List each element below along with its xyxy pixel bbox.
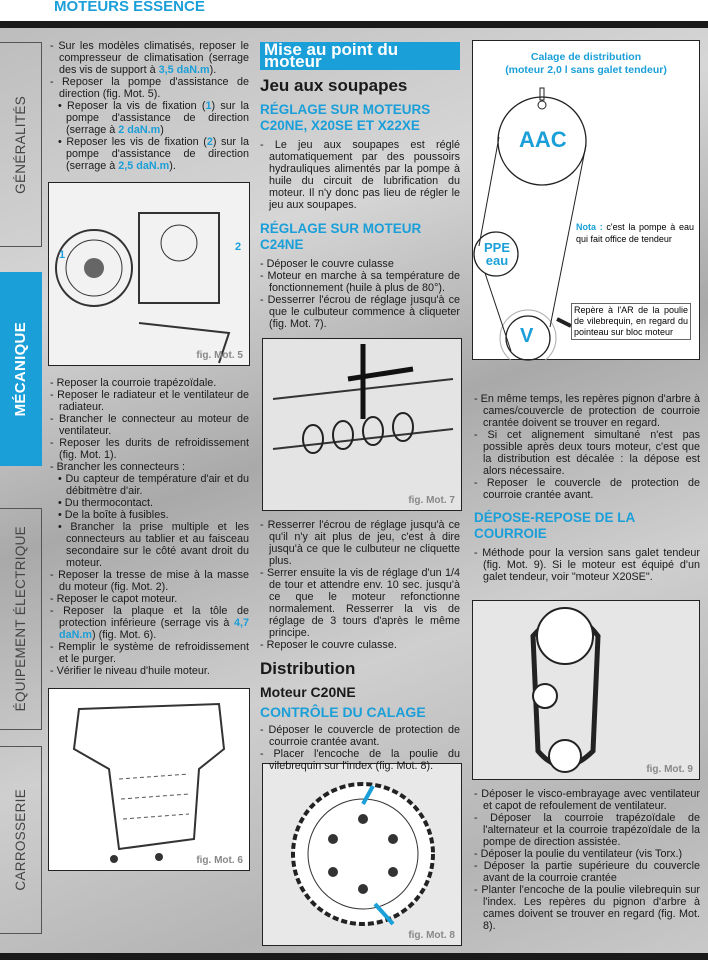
- heading-moteur: Moteur C20NE: [260, 684, 356, 700]
- subheading: RÉGLAGE SUR MOTEURS C20NE, X20SE ET X22XE: [260, 102, 431, 133]
- heading-distribution: Distribution: [260, 659, 356, 678]
- figure-caption: fig. Mot. 9: [646, 764, 693, 775]
- list-item: - Placer l'encoche de la poulie du vilebrequin sur l'index (fig. Mot. 8).: [260, 748, 460, 772]
- figure-caption: fig. Mot. 5: [196, 350, 243, 361]
- subheading: CONTRÔLE DU CALAGE: [260, 704, 426, 720]
- subheading: RÉGLAGE SUR MOTEUR C24NE: [260, 221, 422, 252]
- column-1: [50, 40, 249, 172]
- tab-label: GÉNÉRALITÉS: [13, 95, 28, 194]
- list-item: - Vérifier le niveau d'huile moteur.: [50, 665, 210, 677]
- list-item: - Si cet alignement simultané n'est pas possible après deux tours moteur, c'est que la distribution est décalée : la dépose est alors nécessaire.: [474, 429, 700, 477]
- list-item: - Déposer le couvre culasse: [260, 258, 394, 270]
- sub-item: • De la boîte à fusibles.: [58, 509, 169, 521]
- list-item: - Serrer ensuite la vis de réglage d'un 1/4 de tour et attendre env. 10 sec. jusqu'à ce que le moteur refonctionne normalement. Resserrer la vis de réglage de 3 tours d'après le même principe.: [260, 567, 460, 639]
- list-item: - Reposer le capot moteur.: [50, 593, 178, 605]
- paragraph: - Sur les modèles climatisés, reposer le compresseur de climatisation (serrage des vis de support à 3,5 daN.m).: [50, 40, 249, 76]
- running-header: MOTEURS ESSENCE: [54, 0, 205, 15]
- camshaft-label: AAC: [519, 127, 567, 152]
- figure-mot-7: [262, 338, 462, 511]
- callout-1: 1: [59, 249, 66, 261]
- paragraph: - Méthode pour la version sans galet tendeur (fig. Mot. 9). Si le moteur est équipé d'un galet tendeur, voir "moteur X20SE".: [474, 547, 700, 583]
- subheading: DÉPOSE-REPOSE DE LA COURROIE: [474, 510, 635, 541]
- list-item: - Reposer le couvre culasse.: [260, 639, 397, 651]
- figure-caption: fig. Mot. 8: [408, 930, 455, 941]
- figure-mot-9: [472, 600, 700, 780]
- column-3-lower: [474, 788, 700, 932]
- column-2-lower: [260, 519, 460, 772]
- list-item: - Desserrer l'écrou de réglage jusqu'à ce que le culbuteur commence à cliqueter (fig. Mot. 7).: [260, 294, 460, 330]
- paragraph: - Reposer la pompe d'assistance de direction (fig. Mot. 5).: [50, 76, 249, 100]
- tab-label: ÉQUIPEMENT ÉLECTRIQUE: [13, 526, 28, 712]
- figure-caption: fig. Mot. 6: [196, 855, 243, 866]
- sub-item: • Reposer la vis de fixation (1) sur la pompe d'assistance de direction (serrage à 2 daN.m): [58, 100, 249, 136]
- list-item: - Reposer le radiateur et le ventilateur de radiateur.: [50, 389, 249, 413]
- list-item: - En même temps, les repères pignon d'arbre à cames/couvercle de protection de courroie crantée doivent se trouver en regard.: [474, 393, 700, 429]
- list-item: - Remplir le système de refroidissement et le purger.: [50, 641, 249, 665]
- figure-caption: fig. Mot. 7: [408, 495, 455, 506]
- list-item: - Reposer le couvercle de protection de courroie crantée avant.: [474, 477, 700, 501]
- column-1-lower: [50, 377, 249, 677]
- list-item: - Brancher les connecteurs :: [50, 461, 186, 473]
- list-item: - Déposer la poulie du ventilateur (vis Torx.): [474, 848, 683, 860]
- sub-item: • Reposer les vis de fixation (2) sur la pompe d'assistance de direction (serrage à 2,5 daN.m).: [58, 136, 250, 172]
- top-rule: [0, 21, 708, 28]
- nota-text: Nota : c'est la pompe à eau qui fait office de tendeur: [576, 222, 694, 244]
- heading-jeu-soupapes: Jeu aux soupapes: [260, 76, 408, 95]
- list-item: - Déposer la courroie trapézoïdale de l'alternateur et la courroie trapézoïdale de la pompe de direction assistée.: [474, 812, 700, 848]
- pulley-illustration: [263, 764, 462, 946]
- timing-diagram: [472, 40, 700, 360]
- water-pump-label: PPE eau: [483, 240, 510, 268]
- list-item: - Reposer la plaque et la tôle de protection inférieure (serrage vis à 4,7 daN.m) (fig. Mot. 6).: [50, 605, 249, 641]
- timing-belt-illustration: [473, 601, 700, 780]
- tab-label: MÉCANIQUE: [12, 321, 29, 417]
- figure-mot-8: [262, 763, 462, 946]
- list-item: - Reposer la courroie trapézoïdale.: [50, 377, 217, 389]
- list-item: - Déposer la partie supérieure du couvercle avant de la courroie crantée: [474, 860, 700, 884]
- paragraph: - Le jeu aux soupapes est réglé automatiquement par des poussoirs hydrauliques alimentés par la pompe à huile du circuit de lubrification du moteur. Il n'y donc pas lieu de régler le jeu aux soupapes.: [260, 139, 460, 211]
- figure-mot-6: [48, 688, 250, 871]
- list-item: - Déposer le couvercle de protection de courroie crantée avant.: [260, 724, 460, 748]
- bottom-rule: [0, 953, 708, 960]
- tab-label: CARROSSERIE: [13, 789, 28, 891]
- figure-mot-5: [48, 182, 250, 366]
- list-item: - Resserrer l'écrou de réglage jusqu'à ce qu'il n'y ait plus de jeu, c'est à dire jusqu'à ce que le culbuteur ne cliquette plus.: [260, 519, 460, 567]
- list-item: - Planter l'encoche de la poulie vilebrequin sur l'index. Les repères du pignon d'arbre à cames doivent se trouver en regard (fig. Mot. 8).: [474, 884, 700, 932]
- pump-illustration: [49, 183, 250, 366]
- list-item: - Déposer le visco-embrayage avec ventilateur et capot de refoulement de ventilateur.: [474, 788, 700, 812]
- section-title: Mise au point du moteur: [260, 42, 460, 70]
- list-item: - Reposer la tresse de mise à la masse du moteur (fig. Mot. 2).: [50, 569, 249, 593]
- crankshaft-label: V: [520, 325, 534, 347]
- repere-note: Repère à l'AR de la poulie de vilebrequin, en regard du pointeau sur bloc moteur: [571, 303, 691, 340]
- protection-plate-illustration: [49, 689, 250, 871]
- list-item: - Brancher le connecteur au moteur de ventilateur.: [50, 413, 249, 437]
- diagram-title: Calage de distribution (moteur 2,0 l sans galet tendeur): [505, 51, 667, 76]
- sub-item: • Du capteur de température d'air et du débitmètre d'air.: [58, 473, 249, 497]
- callout-2: 2: [235, 241, 242, 253]
- rocker-illustration: [263, 339, 462, 511]
- tab-generalites[interactable]: [0, 42, 42, 247]
- list-item: - Moteur en marche à sa température de fonctionnement (huile à plus de 80°).: [260, 270, 460, 294]
- sub-item: • Brancher la prise multiple et les connecteurs au tablier et au faisceau secondaire sur le côté avant droit du moteur.: [58, 521, 249, 569]
- column-3: [474, 393, 700, 583]
- tab-mecanique[interactable]: [0, 272, 42, 466]
- sub-item: • Du thermocontact.: [58, 497, 153, 509]
- tab-carrosserie[interactable]: [0, 746, 42, 934]
- column-2: [260, 42, 460, 330]
- tab-equipement-electrique[interactable]: [0, 508, 42, 730]
- list-item: - Reposer les durits de refroidissement (fig. Mot. 1).: [50, 437, 249, 461]
